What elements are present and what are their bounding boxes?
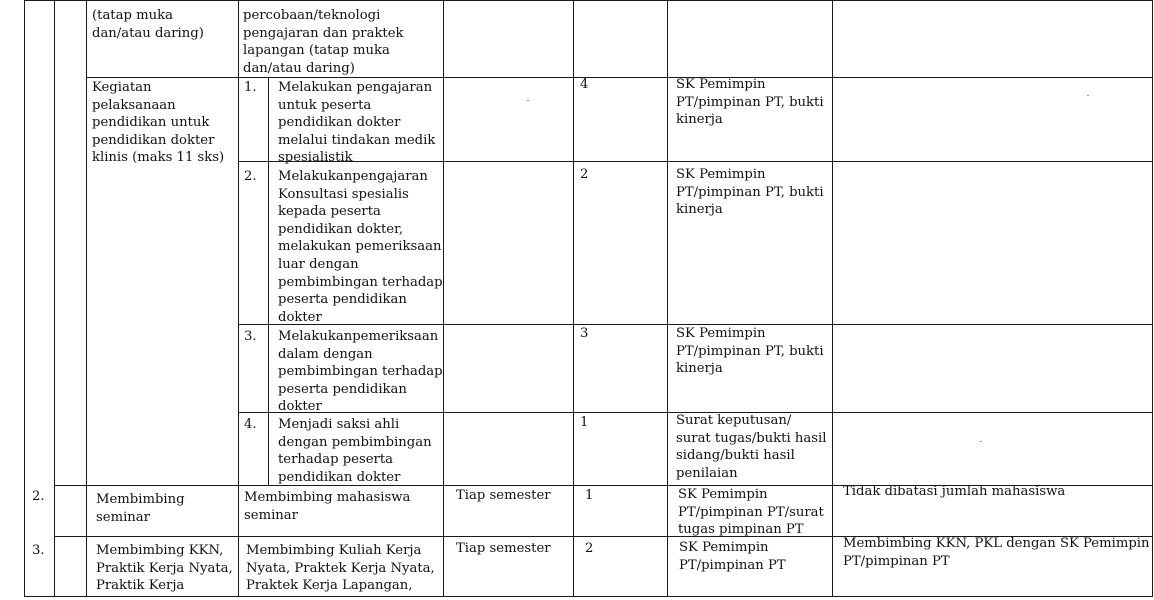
subitem-number: 1.: [244, 80, 257, 95]
uraian-cell: Membimbing mahasiswa seminar: [244, 490, 411, 523]
angka-kredit: 2: [585, 541, 594, 556]
kegiatan-cell: (tatap muka dan/atau daring): [92, 8, 204, 41]
bukti-cell: SK Pemimpin PT/pimpinan PT: [679, 540, 786, 573]
uraian-cell: Membimbing Kuliah Kerja Nyata, Praktek Kerja Nyata, Praktek Kerja Lapangan,: [246, 543, 435, 594]
table-rule: [667, 0, 668, 597]
bukti-cell: SK Pemimpin PT/pimpinan PT/surat tugas pimpinan PT: [678, 487, 824, 538]
keterangan-cell: Membimbing KKN, PKL dengan SK Pemimpin PT/pimpinan PT: [843, 536, 1150, 569]
scan-speck: [527, 100, 529, 101]
table-rule: [24, 596, 1153, 597]
angka-kredit: 3: [580, 326, 589, 341]
uraian-cell: percobaan/teknologi pengajaran dan praktek lapangan (tatap muka dan/atau daring): [243, 8, 404, 76]
table-rule: [54, 0, 55, 597]
table-rule: [24, 0, 1153, 1]
subitem-number: 3.: [244, 329, 257, 344]
table-rule: [832, 0, 833, 597]
table-rule: [1152, 0, 1153, 597]
angka-kredit: 1: [580, 415, 589, 430]
row-number: 3.: [32, 543, 45, 558]
uraian-cell: Melakukan pengajaran untuk peserta pendidikan dokter melalui tindakan medik spesialistik: [278, 80, 436, 166]
bukti-cell: SK Pemimpin PT/pimpinan PT, bukti kinerja: [676, 326, 824, 377]
kegiatan-cell: Kegiatan pelaksanaan pendidikan untuk pendidikan dokter klinis (maks 11 sks): [92, 80, 225, 166]
kegiatan-cell: Membimbing KKN, Praktik Kerja Nyata, Praktik Kerja: [96, 543, 233, 594]
table-rule: [268, 77, 269, 485]
bukti-cell: SK Pemimpin PT/pimpinan PT, bukti kinerja: [676, 167, 824, 218]
table-rule: [443, 0, 444, 597]
row-number: 2.: [32, 489, 45, 504]
angka-kredit: 4: [580, 77, 589, 92]
angka-kredit: 1: [585, 488, 594, 503]
table-rule: [573, 0, 574, 597]
subitem-number: 2.: [244, 169, 257, 184]
scan-speck: [980, 441, 982, 442]
table-rule: [86, 0, 87, 597]
uraian-cell: Menjadi saksi ahli dengan pembimbingan terhadap peserta pendidikan dokter: [278, 417, 432, 485]
keterangan-cell: Tidak dibatasi jumlah mahasiswa: [843, 484, 1066, 499]
bukti-cell: Surat keputusan/ surat tugas/bukti hasil sidang/bukti hasil penilaian: [676, 413, 827, 481]
scan-speck: [1087, 95, 1089, 96]
table-rule: [24, 0, 25, 597]
angka-kredit: 2: [580, 167, 589, 182]
uraian-cell: Melakukanpengajaran Konsultasi spesialis kepada peserta pendidikan dokter, melakukan pemeriksaan luar dengan pembimbingan terhadap peserta pendidikan dokter: [278, 169, 443, 325]
uraian-cell: Melakukanpemeriksaan dalam dengan pembimbingan terhadap peserta pendidikan dokter: [278, 329, 443, 415]
bukti-cell: SK Pemimpin PT/pimpinan PT, bukti kinerja: [676, 77, 824, 128]
batas-cell: Tiap semester: [456, 488, 551, 503]
kegiatan-cell: Membimbing seminar: [96, 492, 185, 525]
batas-cell: Tiap semester: [456, 541, 551, 556]
subitem-number: 4.: [244, 417, 257, 432]
table-rule: [238, 0, 239, 597]
